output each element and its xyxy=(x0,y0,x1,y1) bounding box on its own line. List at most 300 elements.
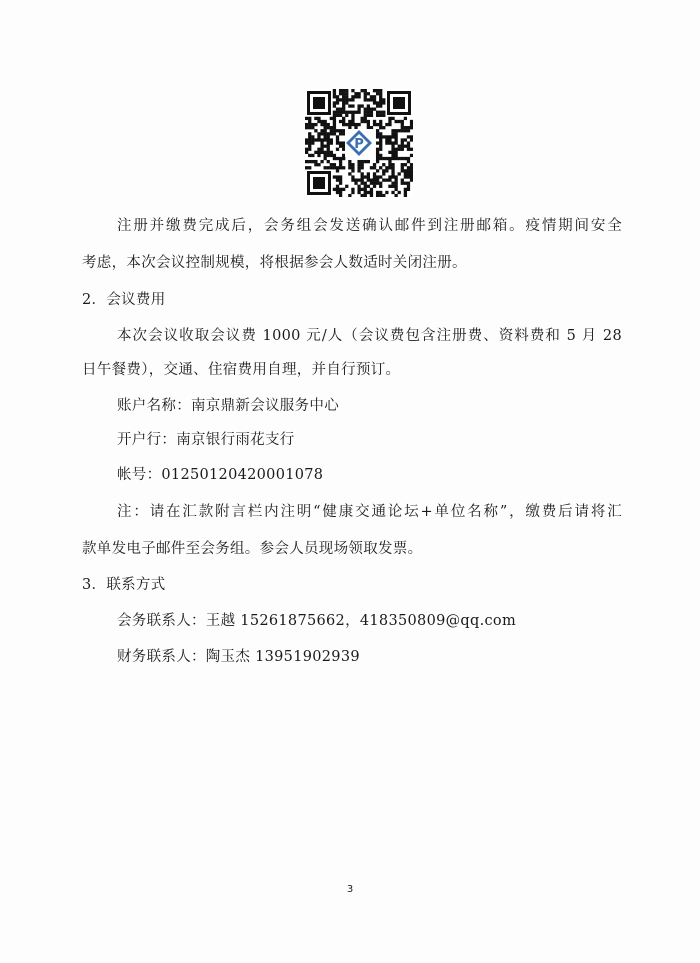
qr-module xyxy=(345,185,348,188)
qr-module xyxy=(342,104,345,107)
qr-module xyxy=(376,175,379,178)
qr-module xyxy=(404,172,407,175)
qr-module xyxy=(336,114,339,117)
qr-module xyxy=(351,95,354,98)
qr-module xyxy=(342,89,345,92)
qr-module xyxy=(364,182,367,185)
qr-module xyxy=(391,132,394,135)
qr-module xyxy=(394,157,397,160)
qr-module xyxy=(398,145,401,148)
qr-module xyxy=(351,117,354,120)
qr-module xyxy=(404,191,407,194)
qr-module xyxy=(345,101,348,104)
qr-module xyxy=(361,104,364,107)
qr-module xyxy=(348,160,351,163)
qr-module xyxy=(320,145,323,148)
qr-module xyxy=(354,95,357,98)
qr-module xyxy=(324,129,327,132)
qr-module xyxy=(382,169,385,172)
qr-module xyxy=(407,126,410,129)
qr-module xyxy=(351,104,354,107)
qr-module xyxy=(373,178,376,181)
qr-module xyxy=(364,89,367,92)
qr-module xyxy=(357,123,360,126)
qr-module xyxy=(327,151,330,154)
qr-module xyxy=(367,172,370,175)
qr-module xyxy=(391,117,394,120)
qr-module xyxy=(342,95,345,98)
qr-module xyxy=(370,111,373,114)
qr-module xyxy=(317,148,320,151)
qr-module xyxy=(401,166,404,169)
qr-module xyxy=(376,101,379,104)
qr-module xyxy=(376,111,379,114)
qr-module xyxy=(394,182,397,185)
qr-module xyxy=(388,141,391,144)
qr-module xyxy=(361,89,364,92)
qr-module xyxy=(379,126,382,129)
section3-heading: 3．联系方式 xyxy=(82,577,166,593)
qr-module xyxy=(401,141,404,144)
qr-module xyxy=(367,108,370,111)
qr-module xyxy=(348,163,351,166)
qr-module xyxy=(385,141,388,144)
qr-module xyxy=(376,129,379,132)
qr-module xyxy=(388,157,391,160)
qr-module xyxy=(345,123,348,126)
qr-module xyxy=(330,129,333,132)
qr-module xyxy=(305,126,308,129)
qr-module xyxy=(339,175,342,178)
qr-module xyxy=(305,151,308,154)
qr-module xyxy=(370,188,373,191)
qr-module xyxy=(370,194,373,197)
qr-module xyxy=(376,154,379,157)
qr-module xyxy=(314,160,317,163)
qr-module xyxy=(342,157,345,160)
qr-module xyxy=(382,194,385,197)
qr-module xyxy=(379,89,382,92)
qr-module xyxy=(404,138,407,141)
qr-module xyxy=(407,169,410,172)
qr-module xyxy=(407,135,410,138)
qr-module xyxy=(379,101,382,104)
qr-module xyxy=(388,135,391,138)
qr-module xyxy=(336,95,339,98)
qr-logo xyxy=(345,129,373,157)
qr-module xyxy=(361,178,364,181)
qr-module xyxy=(333,188,336,191)
qr-module xyxy=(342,117,345,120)
qr-module xyxy=(370,126,373,129)
qr-module xyxy=(376,194,379,197)
qr-module xyxy=(404,175,407,178)
qr-module xyxy=(336,108,339,111)
qr-module xyxy=(373,108,376,111)
qr-module xyxy=(370,95,373,98)
qr-module xyxy=(391,151,394,154)
qr-module xyxy=(407,182,410,185)
qr-module xyxy=(351,191,354,194)
qr-module xyxy=(351,114,354,117)
qr-module xyxy=(367,92,370,95)
qr-module xyxy=(388,163,391,166)
qr-module xyxy=(370,166,373,169)
qr-module xyxy=(339,157,342,160)
qr-module xyxy=(391,169,394,172)
qr-module xyxy=(385,178,388,181)
qr-module xyxy=(314,151,317,154)
qr-module xyxy=(401,145,404,148)
qr-module xyxy=(391,141,394,144)
qr-module xyxy=(379,148,382,151)
qr-module xyxy=(373,175,376,178)
qr-module xyxy=(342,166,345,169)
qr-module xyxy=(379,111,382,114)
qr-module xyxy=(382,111,385,114)
qr-module xyxy=(379,145,382,148)
qr-module xyxy=(339,132,342,135)
qr-module xyxy=(357,191,360,194)
qr-module xyxy=(339,108,342,111)
qr-module xyxy=(364,92,367,95)
qr-module xyxy=(348,123,351,126)
qr-module xyxy=(333,154,336,157)
qr-module xyxy=(361,188,364,191)
qr-module xyxy=(314,138,317,141)
qr-module xyxy=(394,178,397,181)
qr-module xyxy=(311,135,314,138)
qr-module xyxy=(320,141,323,144)
qr-module xyxy=(327,148,330,151)
qr-module xyxy=(379,141,382,144)
qr-module xyxy=(351,120,354,123)
qr-module xyxy=(308,120,311,123)
qr-module xyxy=(410,154,413,157)
para1-line1: 注册并缴费完成后，会务组会发送确认邮件到注册邮箱。疫情期间安全 xyxy=(117,218,622,234)
qr-module xyxy=(401,163,404,166)
qr-module xyxy=(385,157,388,160)
qr-module xyxy=(357,111,360,114)
qr-module xyxy=(376,157,379,160)
qr-module xyxy=(394,141,397,144)
qr-module xyxy=(327,126,330,129)
account-number: 帐号：01250120420001078 xyxy=(117,467,324,483)
qr-module xyxy=(394,135,397,138)
qr-module xyxy=(311,123,314,126)
qr-module xyxy=(357,163,360,166)
qr-module xyxy=(308,132,311,135)
qr-module xyxy=(324,120,327,123)
qr-module xyxy=(385,123,388,126)
qr-module xyxy=(333,175,336,178)
qr-module xyxy=(407,148,410,151)
qr-module xyxy=(330,132,333,135)
qr-module xyxy=(382,178,385,181)
qr-module xyxy=(314,123,317,126)
qr-module xyxy=(367,126,370,129)
qr-module xyxy=(394,151,397,154)
qr-module xyxy=(404,194,407,197)
qr-module xyxy=(407,129,410,132)
qr-module xyxy=(327,145,330,148)
qr-module xyxy=(391,166,394,169)
qr-module xyxy=(305,141,308,144)
qr-module xyxy=(339,120,342,123)
qr-module xyxy=(391,154,394,157)
qr-module xyxy=(336,98,339,101)
qr-module xyxy=(308,160,311,163)
qr-module xyxy=(342,188,345,191)
qr-module xyxy=(373,166,376,169)
qr-module xyxy=(376,151,379,154)
qr-module xyxy=(339,129,342,132)
qr-module xyxy=(373,95,376,98)
qr-module xyxy=(333,120,336,123)
qr-module xyxy=(342,132,345,135)
qr-module xyxy=(333,157,336,160)
qr-module xyxy=(379,185,382,188)
qr-module xyxy=(336,188,339,191)
qr-module xyxy=(333,95,336,98)
qr-module xyxy=(345,114,348,117)
qr-module xyxy=(308,166,311,169)
qr-module xyxy=(373,123,376,126)
qr-module xyxy=(379,132,382,135)
qr-module xyxy=(333,89,336,92)
qr-module xyxy=(361,160,364,163)
qr-module xyxy=(376,135,379,138)
qr-module xyxy=(351,123,354,126)
qr-module xyxy=(367,114,370,117)
qr-module xyxy=(305,123,308,126)
qr-module xyxy=(401,157,404,160)
qr-module xyxy=(388,123,391,126)
qr-module xyxy=(339,141,342,144)
contact-finance: 财务联系人：陶玉杰 13951902939 xyxy=(117,649,360,665)
qr-module xyxy=(379,154,382,157)
qr-module xyxy=(308,126,311,129)
qr-module xyxy=(327,123,330,126)
qr-module xyxy=(401,182,404,185)
qr-module xyxy=(308,123,311,126)
qr-module xyxy=(339,111,342,114)
qr-module xyxy=(379,175,382,178)
qr-module xyxy=(311,141,314,144)
qr-module xyxy=(410,163,413,166)
fee-line2: 日午餐费），交通、住宿费用自理，并自行预订。 xyxy=(82,362,401,378)
qr-module xyxy=(394,148,397,151)
qr-module xyxy=(357,104,360,107)
qr-module xyxy=(407,172,410,175)
qr-module xyxy=(348,166,351,169)
qr-module xyxy=(364,98,367,101)
qr-module xyxy=(391,145,394,148)
qr-module xyxy=(364,114,367,117)
qr-module xyxy=(333,111,336,114)
qr-module xyxy=(357,178,360,181)
qr-module xyxy=(394,120,397,123)
qr-module xyxy=(410,169,413,172)
qr-module xyxy=(401,120,404,123)
qr-module xyxy=(361,166,364,169)
contact-meeting: 会务联系人：王越 15261875662，418350809@qq.com xyxy=(117,613,516,629)
qr-module xyxy=(327,154,330,157)
qr-module xyxy=(342,108,345,111)
qr-module xyxy=(336,141,339,144)
qr-module xyxy=(351,98,354,101)
svg-text:P: P xyxy=(354,137,364,152)
qr-module xyxy=(354,178,357,181)
qr-module xyxy=(314,129,317,132)
page-number: 3 xyxy=(346,884,354,895)
qr-module xyxy=(333,92,336,95)
qr-module xyxy=(324,132,327,135)
qr-module xyxy=(401,148,404,151)
qr-module xyxy=(357,169,360,172)
qr-module xyxy=(364,188,367,191)
qr-module xyxy=(339,98,342,101)
qr-module xyxy=(339,114,342,117)
qr-module xyxy=(354,92,357,95)
qr-module xyxy=(336,185,339,188)
qr-module xyxy=(373,163,376,166)
qr-module xyxy=(376,148,379,151)
qr-module xyxy=(333,117,336,120)
qr-module xyxy=(330,163,333,166)
account-name: 账户名称：南京鼎新会议服务中心 xyxy=(117,398,339,414)
qr-module xyxy=(345,95,348,98)
qr-module xyxy=(317,138,320,141)
qr-module xyxy=(379,182,382,185)
qr-module xyxy=(394,154,397,157)
qr-module xyxy=(407,188,410,191)
qr-module xyxy=(324,154,327,157)
qr-module xyxy=(333,166,336,169)
qr-module xyxy=(311,126,314,129)
qr-module xyxy=(379,95,382,98)
qr-module xyxy=(373,172,376,175)
qr-module xyxy=(404,129,407,132)
qr-module xyxy=(391,129,394,132)
qr-module xyxy=(407,166,410,169)
qr-module xyxy=(410,126,413,129)
qr-module xyxy=(376,104,379,107)
qr-module xyxy=(342,101,345,104)
qr-module xyxy=(367,120,370,123)
qr-module xyxy=(364,160,367,163)
qr-module xyxy=(364,117,367,120)
qr-module xyxy=(370,98,373,101)
qr-module xyxy=(345,111,348,114)
qr-module xyxy=(367,160,370,163)
qr-module xyxy=(308,138,311,141)
section2-heading: 2．会议费用 xyxy=(82,292,166,308)
qr-module xyxy=(373,101,376,104)
qr-module xyxy=(364,95,367,98)
qr-module xyxy=(401,138,404,141)
qr-module xyxy=(376,141,379,144)
qr-module xyxy=(308,148,311,151)
qr-module xyxy=(330,166,333,169)
qr-module xyxy=(342,154,345,157)
qr-module xyxy=(336,138,339,141)
qr-module xyxy=(382,163,385,166)
qr-module xyxy=(354,111,357,114)
qr-module xyxy=(336,111,339,114)
qr-module xyxy=(324,126,327,129)
qr-module xyxy=(324,157,327,160)
qr-module xyxy=(376,89,379,92)
qr-module xyxy=(370,178,373,181)
qr-module xyxy=(311,154,314,157)
qr-module xyxy=(351,178,354,181)
qr-module xyxy=(385,135,388,138)
qr-module xyxy=(339,188,342,191)
qr-module xyxy=(308,154,311,157)
qr-module xyxy=(382,126,385,129)
qr-module xyxy=(327,132,330,135)
qr-module xyxy=(370,182,373,185)
qr-module xyxy=(305,148,308,151)
qr-module xyxy=(317,154,320,157)
qr-module xyxy=(388,175,391,178)
qr-module xyxy=(364,185,367,188)
qr-module xyxy=(354,123,357,126)
qr-module xyxy=(407,145,410,148)
qr-module xyxy=(351,175,354,178)
qr-module xyxy=(330,117,333,120)
qr-module xyxy=(351,188,354,191)
qr-module xyxy=(357,166,360,169)
qr-module xyxy=(394,175,397,178)
qr-module xyxy=(354,182,357,185)
bank-name: 开户行：南京银行雨花支行 xyxy=(117,432,295,448)
qr-module xyxy=(367,178,370,181)
qr-module xyxy=(364,194,367,197)
qr-module xyxy=(404,182,407,185)
qr-module xyxy=(410,178,413,181)
qr-module xyxy=(379,194,382,197)
qr-module xyxy=(320,123,323,126)
qr-module xyxy=(388,185,391,188)
qr-module xyxy=(376,132,379,135)
qr-module xyxy=(345,98,348,101)
qr-module xyxy=(404,145,407,148)
qr-module xyxy=(339,182,342,185)
qr-module xyxy=(391,191,394,194)
qr-module xyxy=(373,98,376,101)
qr-module xyxy=(324,151,327,154)
qr-module xyxy=(364,120,367,123)
qr-module xyxy=(401,129,404,132)
qr-module xyxy=(379,191,382,194)
qr-module xyxy=(342,145,345,148)
qr-module xyxy=(351,169,354,172)
qr-module xyxy=(361,175,364,178)
qr-module xyxy=(333,163,336,166)
qr-module xyxy=(342,123,345,126)
qr-module xyxy=(410,148,413,151)
qr-module xyxy=(320,132,323,135)
qr-module xyxy=(351,166,354,169)
qr-module xyxy=(364,108,367,111)
qr-module xyxy=(317,135,320,138)
qr-module xyxy=(327,138,330,141)
qr-module xyxy=(407,157,410,160)
qr-module xyxy=(339,92,342,95)
qr-code-icon xyxy=(305,89,413,197)
